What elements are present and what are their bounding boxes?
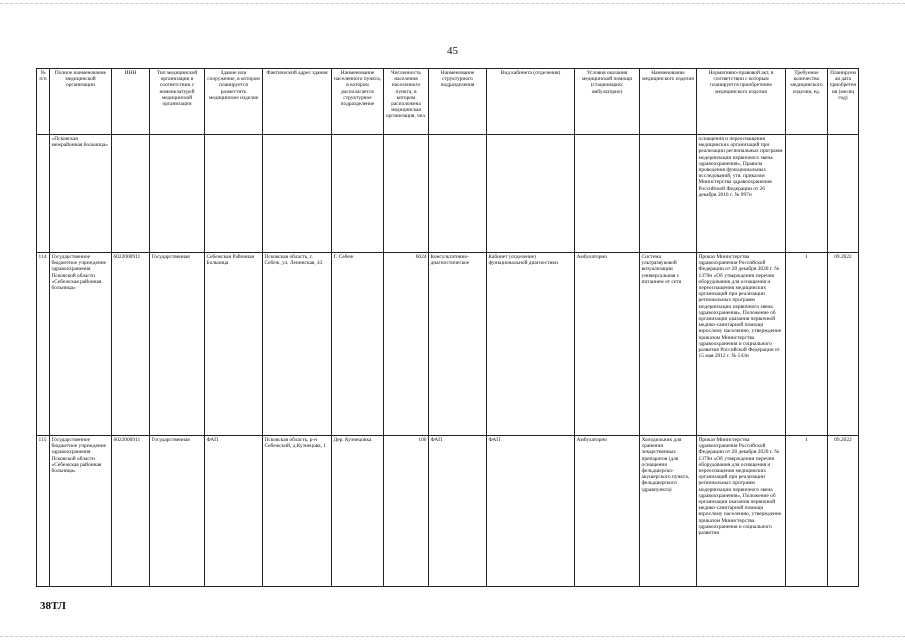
header-population: Численность населения населенного пункта, в котором расположена медицинская организация, чел.	[384, 69, 429, 135]
cell-device: Система ультразвуковой визуализации универсальная с питанием от сети	[640, 253, 697, 436]
cell-address: Псковская область, г. Себеж, ул. Ленинская, 43	[263, 253, 332, 436]
header-type: Тип медицинской организации в соответствии с номенклатурой медицинской организации	[150, 69, 205, 135]
cell-num: 114	[37, 253, 50, 436]
cell-settlement: Г. Себеж	[332, 253, 384, 436]
header-row	[37, 69, 859, 135]
header-settlement: Наименование населенного пункта, в котором располагается структурное подразделение	[332, 69, 384, 135]
cell-inn	[112, 135, 150, 253]
cell-population: 6024	[384, 253, 429, 436]
header-qty: Требуемое количество медицинского изделия, ед.	[786, 69, 828, 135]
header-cabinet: Вид кабинета (отделения)	[487, 69, 575, 135]
cell-settlement	[332, 135, 384, 253]
header-building: Здание или сооружение, в котором планируется разместить медицинское изделие	[205, 69, 263, 135]
cell-cabinet: Кабинет (отделение) функциональной диагностики	[487, 253, 575, 436]
header-conditions: Условия оказания медицинской помощи (стационарно/ амбулаторно)	[575, 69, 640, 135]
page-number: 45	[447, 45, 458, 57]
cell-cabinet: ФАП	[487, 436, 575, 587]
cell-act: Приказ Министерства здравоохранения Российской Федерации от 28 декабря 2020 г. № 1379н «Об утверждении перечня оборудования для оснащения и переоснащения медицинских организаций при реализации региональных программ модернизации первичного звена здравоохранения», Положение об организации оказания первичной медико-санитарной помощи взрослому населению, утверждение приказом Министерства здравоохранения и социального развития	[697, 436, 786, 587]
cell-building	[205, 135, 263, 253]
cell-inn: 6022000911	[112, 253, 150, 436]
cell-cabinet	[487, 135, 575, 253]
cell-division: ФАП	[429, 436, 487, 587]
cell-division: Консультативно-диагностическое	[429, 253, 487, 436]
cell-date	[828, 135, 859, 253]
cell-conditions: Амбулаторно	[575, 436, 640, 587]
header-division: Наименование структурного подразделения	[429, 69, 487, 135]
cell-qty: 1	[786, 253, 828, 436]
document-code: 38ТЛ	[40, 600, 66, 612]
cell-type: Государственная	[150, 436, 205, 587]
table-row-continuation	[37, 135, 859, 253]
cell-qty: 1	[786, 436, 828, 587]
cell-conditions	[575, 135, 640, 253]
cell-type: Государственная	[150, 253, 205, 436]
cell-division	[429, 135, 487, 253]
cell-conditions: Амбулаторно	[575, 253, 640, 436]
header-org: Полное наименование медицинской организации	[50, 69, 112, 135]
header-num: № п/п	[37, 69, 50, 135]
header-date: Планируемая дата приобретения (месяц год)	[828, 69, 859, 135]
cell-inn: 6022000911	[112, 436, 150, 587]
header-act: Нормативно-правовой акт, в соответствии с которым планируется приобретение медицинского изделия	[697, 69, 786, 135]
table-row	[37, 436, 859, 587]
cell-act: Приказ Министерства здравоохранения Российской Федерации от 28 декабря 2020 г. № 1379н «Об утверждении перечня оборудования для оснащения и переоснащения медицинских организаций при реализации региональных программ модернизации первичного звена здравоохранения», Положение об организации оказания первичной медико-санитарной помощи взрослому населению, утверждение приказом Министерства здравоохранения и социального развития Российской Федерации от 15 мая 2012 г. № 543н	[697, 253, 786, 436]
cell-type	[150, 135, 205, 253]
cell-address: Псковская область, р-н Себежский, д.Кузнецова, 1	[263, 436, 332, 587]
cell-date: 09.2022	[828, 436, 859, 587]
cell-num: 115	[37, 436, 50, 587]
table-row	[37, 253, 859, 436]
scan-top-edge	[0, 3, 905, 5]
cell-device: Холодильник для хранения лекарственных препаратов (для оснащения фельдшерско-акушерского пункта, фельдшерского здравпункта)	[640, 436, 697, 587]
cell-building: Себежская Районная Больница	[205, 253, 263, 436]
cell-address	[263, 135, 332, 253]
cell-org: «Псковская межрайонная больница»	[50, 135, 112, 253]
cell-population: 100	[384, 436, 429, 587]
cell-date: 09.2022	[828, 253, 859, 436]
cell-org: Государственное бюджетное учреждение здравоохранения Псковской области «Себежская районная больница»	[50, 253, 112, 436]
cell-settlement: Дер. Кузнецовка	[332, 436, 384, 587]
cell-num	[37, 135, 50, 253]
header-inn: ИНН	[112, 69, 150, 135]
header-device: Наименование медицинского изделия	[640, 69, 697, 135]
cell-act: оснащения и переоснащения медицинских организаций при реализации региональных программ модернизации первичного звена здравоохранения», Правила проведения функциональных исследований, утв. приказом Министерства здравоохранения Российской Федерации от 26 декабря 2016 г. № 997н	[697, 135, 786, 253]
cell-device	[640, 135, 697, 253]
equipment-table	[36, 68, 859, 587]
scan-bottom-edge	[0, 636, 905, 638]
header-address: Фактический адрес здания	[263, 69, 332, 135]
cell-qty	[786, 135, 828, 253]
cell-org: Государственное бюджетное учреждение здравоохранения Псковской области «Себежская районная больница»	[50, 436, 112, 587]
cell-building: ФАП	[205, 436, 263, 587]
cell-population	[384, 135, 429, 253]
